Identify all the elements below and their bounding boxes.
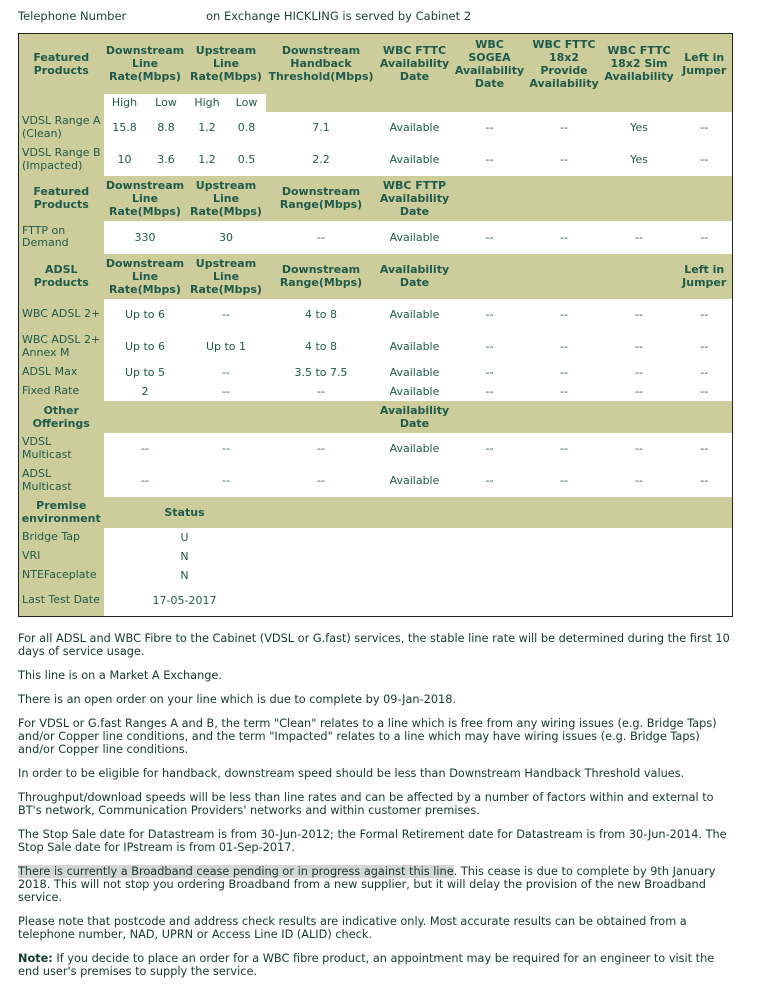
status-value: 17-05-2017 bbox=[152, 593, 217, 607]
cell-value: -- bbox=[635, 365, 643, 379]
engineer-note bbox=[18, 952, 736, 978]
sogea-availability-value: -- bbox=[485, 121, 494, 134]
downstream-high-label: High bbox=[111, 96, 138, 109]
upstream-low-value: 0.5 bbox=[237, 153, 256, 166]
handback-note: In order to be eligible for handback, downstream speed should be less than Downstream Handback Threshold values. bbox=[18, 767, 685, 780]
downstream-low-label: Low bbox=[155, 96, 177, 109]
range-value: 4 to 8 bbox=[304, 340, 338, 353]
downstream-low-value: 3.6 bbox=[157, 153, 175, 166]
cell-value: -- bbox=[485, 474, 494, 487]
downstream-range-header: Downstream Range(Mbps) bbox=[266, 254, 377, 299]
cell-value: -- bbox=[485, 442, 494, 455]
upstream-value: -- bbox=[222, 308, 230, 321]
range-value: -- bbox=[317, 474, 325, 487]
featured-products-header: Featured Products bbox=[19, 34, 104, 94]
availability-value: Available bbox=[389, 365, 440, 379]
provide-availability-value: -- bbox=[560, 153, 568, 166]
fttp-header-row bbox=[19, 176, 733, 221]
row-label: VDSL Range B (Impacted) bbox=[19, 144, 104, 176]
status-value: U bbox=[180, 530, 189, 544]
clean-impacted-note: For VDSL or G.fast Ranges A and B, the term "Clean" relates to a line which is free from any wiring issues (e.g. Bridge Taps) and/or Copper line conditions, and the term "Impacted" relates to a line which may have wiring issues (e.g. Bridge Taps) and/or Copper line conditions. bbox=[18, 717, 717, 756]
downstream-value: 330 bbox=[134, 230, 156, 244]
downstream-header: Downstream Line Rate(Mbps) bbox=[104, 34, 187, 94]
fttc-18x2-sim-header: WBC FTTC 18x2 Sim Availability bbox=[602, 34, 677, 94]
left-in-jumper-header: Left in Jumper bbox=[677, 34, 733, 94]
downstream-header: Downstream Line Rate(Mbps) bbox=[104, 176, 187, 221]
handback-header: Downstream Handback Threshold(Mbps) bbox=[266, 34, 377, 94]
throughput-note: Throughput/download speeds will be less than line rates and can be affected by a number of factors within and external to BT's network, Communication Providers' networks and within customer premises. bbox=[18, 791, 714, 817]
row-label: ADSL Multicast bbox=[19, 465, 104, 497]
table-row bbox=[19, 221, 733, 254]
cell-value: -- bbox=[700, 365, 709, 379]
upstream-value: -- bbox=[222, 365, 230, 379]
provide-availability-value: -- bbox=[560, 121, 568, 134]
cease-rest: . This cease is due to complete by 9th January 2018. This will not stop you ordering Broadband from a new supplier, but it will delay the provision of the new Broadband service. bbox=[18, 865, 716, 904]
downstream-value: -- bbox=[141, 474, 149, 487]
downstream-high-value: 15.8 bbox=[112, 121, 137, 134]
downstream-value: -- bbox=[141, 442, 149, 455]
range-value: 4 to 8 bbox=[304, 308, 338, 321]
cell-value: -- bbox=[700, 442, 709, 455]
upstream-header: Upstream Line Rate(Mbps) bbox=[187, 176, 266, 221]
exchange-info: on Exchange HICKLING is served by Cabinet 2 bbox=[206, 9, 472, 23]
downstream-low-value: 8.8 bbox=[157, 121, 175, 134]
cell-value: -- bbox=[560, 308, 568, 321]
status-value: N bbox=[180, 568, 189, 582]
upstream-header: Upstream Line Rate(Mbps) bbox=[187, 34, 266, 94]
cell-value: -- bbox=[700, 308, 709, 321]
cell-value: -- bbox=[635, 474, 643, 487]
cell-value: -- bbox=[635, 308, 643, 321]
table-row bbox=[19, 299, 733, 331]
fttc-availability-value: Available bbox=[389, 153, 440, 166]
upstream-value: -- bbox=[222, 384, 230, 398]
row-label: FTTP on Demand bbox=[19, 221, 104, 254]
row-label: VRI bbox=[19, 547, 104, 566]
availability-value: Available bbox=[389, 340, 440, 353]
row-label: NTEFaceplate bbox=[19, 566, 104, 585]
availability-date-header: Availability Date bbox=[377, 401, 453, 433]
cell-value: -- bbox=[485, 365, 494, 379]
table-row bbox=[19, 382, 733, 401]
featured-header-row bbox=[19, 34, 733, 94]
sogea-availability-value: -- bbox=[485, 153, 494, 166]
handback-value: 2.2 bbox=[312, 153, 330, 166]
cell-value: -- bbox=[635, 340, 643, 353]
featured-products-header: Featured Products bbox=[19, 176, 104, 221]
cell-value: -- bbox=[560, 365, 568, 379]
premise-environment-header: Premise environment bbox=[19, 497, 104, 528]
downstream-value: Up to 6 bbox=[124, 308, 166, 321]
row-label: Fixed Rate bbox=[19, 382, 104, 401]
adsl-products-header: ADSL Products bbox=[19, 254, 104, 299]
open-order-note: There is an open order on your line which is due to complete by 09-Jan-2018. bbox=[18, 693, 457, 706]
cell-value: -- bbox=[635, 384, 643, 398]
table-row bbox=[19, 465, 733, 497]
sogea-availability-header: WBC SOGEA Availability Date bbox=[453, 34, 527, 94]
upstream-low-value: 0.8 bbox=[237, 121, 256, 134]
table-row bbox=[19, 363, 733, 382]
cease-highlight: There is currently a Broadband cease pending or in progress against this line bbox=[18, 865, 454, 878]
downstream-value: Up to 5 bbox=[124, 365, 166, 379]
note-label: Note: bbox=[18, 952, 53, 965]
availability-value: Available bbox=[389, 308, 440, 321]
table-row bbox=[19, 331, 733, 363]
row-label: VDSL Multicast bbox=[19, 433, 104, 465]
upstream-value: 30 bbox=[219, 230, 233, 244]
downstream-value: 2 bbox=[141, 384, 149, 398]
status-value: N bbox=[180, 549, 189, 563]
downstream-header: Downstream Line Rate(Mbps) bbox=[104, 254, 187, 299]
cell-value: -- bbox=[700, 384, 709, 398]
cell-value: -- bbox=[700, 474, 709, 487]
status-header: Status bbox=[104, 497, 266, 528]
row-label: Last Test Date bbox=[19, 585, 104, 617]
table-row bbox=[19, 433, 733, 465]
table-row bbox=[19, 144, 733, 176]
availability-value: Available bbox=[389, 384, 440, 398]
availability-table bbox=[18, 33, 733, 617]
cell-value: -- bbox=[485, 230, 494, 244]
availability-value: Available bbox=[389, 230, 440, 244]
adsl-header-row bbox=[19, 254, 733, 299]
range-value: 3.5 to 7.5 bbox=[294, 365, 348, 379]
market-note: This line is on a Market A Exchange. bbox=[18, 669, 222, 682]
availability-value: Available bbox=[389, 474, 440, 487]
row-label: Bridge Tap bbox=[19, 528, 104, 547]
downstream-value: Up to 6 bbox=[124, 340, 166, 353]
upstream-low-label: Low bbox=[235, 96, 258, 109]
table-row bbox=[19, 528, 733, 547]
fttc-18x2-provide-header: WBC FTTC 18x2 Provide Availability bbox=[527, 34, 602, 94]
upstream-header: Upstream Line Rate(Mbps) bbox=[187, 254, 266, 299]
cell-value: -- bbox=[700, 230, 709, 244]
upstream-value: -- bbox=[222, 474, 230, 487]
cell-value: -- bbox=[635, 230, 643, 244]
upstream-high-label: High bbox=[194, 96, 220, 109]
fttp-availability-header: WBC FTTP Availability Date bbox=[377, 176, 453, 221]
row-label: ADSL Max bbox=[19, 363, 104, 382]
availability-date-header: Availability Date bbox=[377, 254, 453, 299]
cell-value: -- bbox=[485, 340, 494, 353]
header bbox=[18, 9, 472, 23]
row-label: VDSL Range A (Clean) bbox=[19, 112, 104, 144]
sim-availability-value: Yes bbox=[630, 153, 648, 166]
table-row bbox=[19, 547, 733, 566]
cell-value: -- bbox=[635, 442, 643, 455]
cell-value: -- bbox=[560, 474, 568, 487]
cell-value: -- bbox=[560, 340, 568, 353]
fttc-availability-value: Available bbox=[389, 121, 440, 134]
cease-note bbox=[18, 865, 736, 904]
high-low-subheader-row bbox=[19, 94, 733, 112]
downstream-range-header: Downstream Range(Mbps) bbox=[266, 176, 377, 221]
telephone-number-label: Telephone Number bbox=[18, 9, 127, 23]
other-header-row bbox=[19, 401, 733, 433]
postcode-note: Please note that postcode and address check results are indicative only. Most accurate results can be obtained from a telephone number, NAD, UPRN or Access Line ID (ALID) check. bbox=[18, 915, 687, 941]
range-value: -- bbox=[317, 230, 325, 244]
premise-header-row bbox=[19, 497, 733, 528]
sim-availability-value: Yes bbox=[630, 121, 648, 134]
notes-section bbox=[18, 632, 736, 989]
upstream-high-value: 1.2 bbox=[198, 153, 216, 166]
cell-value: -- bbox=[485, 384, 494, 398]
handback-value: 7.1 bbox=[312, 121, 330, 134]
jumper-value: -- bbox=[700, 153, 709, 166]
table-row bbox=[19, 585, 733, 617]
range-value: -- bbox=[317, 442, 325, 455]
availability-value: Available bbox=[389, 442, 440, 455]
table-row bbox=[19, 112, 733, 144]
cell-value: -- bbox=[560, 230, 568, 244]
fttc-availability-header: WBC FTTC Availability Date bbox=[377, 34, 453, 94]
stop-sale-note: The Stop Sale date for Datastream is from 30-Jun-2012; the Formal Retirement date for Datastream is from 30-Jun-2014. The Stop Sale date for IPstream is from 01-Sep-2017. bbox=[18, 828, 727, 854]
cell-value: -- bbox=[485, 308, 494, 321]
range-value: -- bbox=[317, 384, 325, 398]
upstream-value: -- bbox=[222, 442, 230, 455]
other-offerings-header: Other Offerings bbox=[19, 401, 104, 433]
upstream-value: Up to 1 bbox=[205, 340, 247, 353]
cell-value: -- bbox=[560, 384, 568, 398]
stable-rate-note: For all ADSL and WBC Fibre to the Cabinet (VDSL or G.fast) services, the stable line rate will be determined during the first 10 days of service usage. bbox=[18, 632, 730, 658]
upstream-high-value: 1.2 bbox=[198, 121, 216, 134]
jumper-value: -- bbox=[700, 121, 709, 134]
note-text: If you decide to place an order for a WBC fibre product, an appointment may be required for an engineer to visit the end user's premises to supply the service. bbox=[18, 952, 715, 978]
row-label: WBC ADSL 2+ bbox=[19, 299, 104, 331]
cell-value: -- bbox=[560, 442, 568, 455]
cell-value: -- bbox=[700, 340, 709, 353]
row-label: WBC ADSL 2+ Annex M bbox=[19, 331, 104, 363]
table-row bbox=[19, 566, 733, 585]
left-in-jumper-header: Left in Jumper bbox=[677, 254, 733, 299]
downstream-high-value: 10 bbox=[117, 153, 132, 166]
